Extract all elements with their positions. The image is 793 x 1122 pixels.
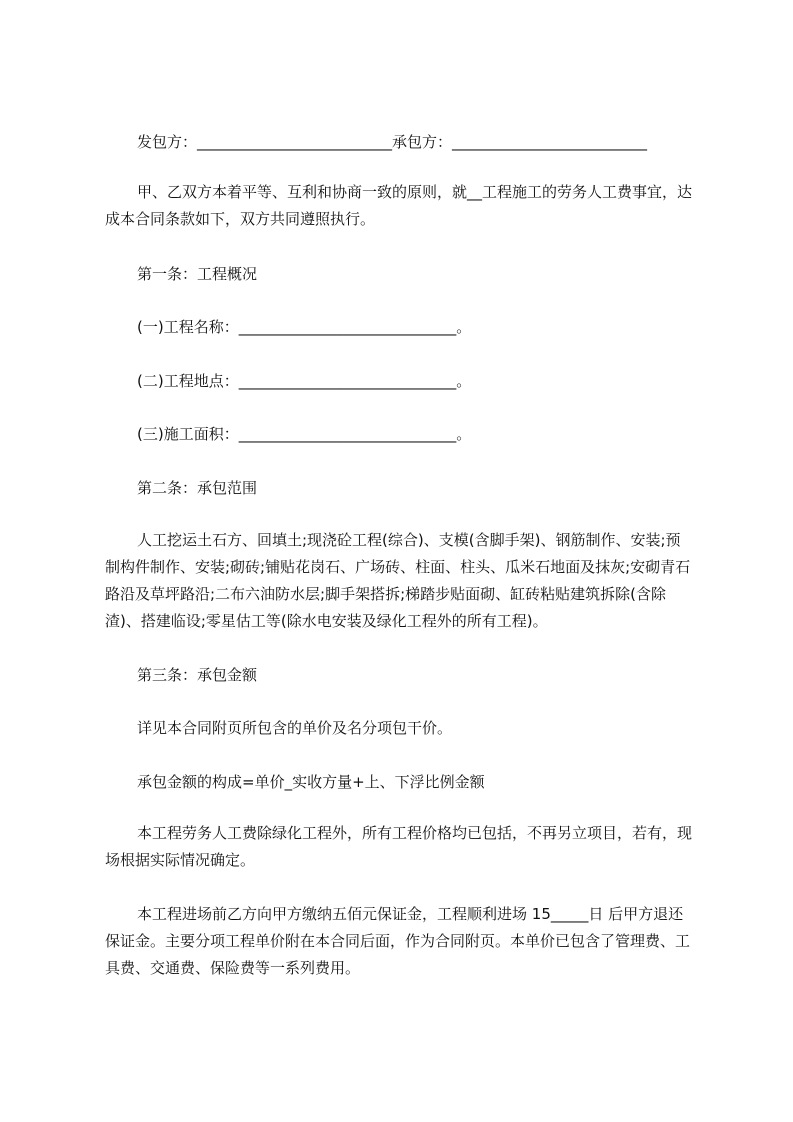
price-formula-line: 承包金额的构成=单价_实收方量+上、下浮比例金额 [137,773,485,791]
labor-cost-paragraph: 本工程劳务人工费除绿化工程外，所有工程价格均已包括，不再另立项目，若有，现场根据实际情况确定。 [105,824,693,869]
parties-line: 发包方：__________________________承包方：__________________________ [137,133,648,151]
article-1-title: 第一条：工程概况 [137,265,258,283]
construction-area-line: (三)施工面积：_____________________________。 [137,425,472,443]
preamble-paragraph: 甲、乙双方本着平等、互利和协商一致的原则，就__工程施工的劳务人工费事宜，达成本合同条款如下，双方共同遵照执行。 [105,183,693,228]
article-3-title: 第三条：承包金额 [137,666,258,684]
project-name-line: (一)工程名称：_____________________________。 [137,318,472,336]
project-location-line: (二)工程地点：_____________________________。 [137,372,472,390]
deposit-paragraph: 本工程进场前乙方向甲方缴纳五佰元保证金，工程顺利进场 15_____日 后甲方退还保证金。主要分项工程单价附在本合同后面，作为合同附页。本单价已包含了管理费、工具费、交通费、保险费等一系列费用。 [105,905,691,977]
scope-paragraph: 人工挖运土石方、回填土;现浇砼工程(综合)、支模(含脚手架)、钢筋制作、安装;预制构件制作、安装;砌砖;铺贴花岗石、广场砖、柱面、柱头、瓜米石地面及抹灰;安砌青石路沿及草坪路沿;二布六油防水层;脚手架搭拆;梯踏步贴面砌、缸砖粘贴建筑拆除(含除渣)、搭建临设;零星估工等(除水电安装及绿化工程外的所有工程)。 [105,531,691,630]
price-detail-line: 详见本合同附页所包含的单价及名分项包干价。 [137,719,453,737]
article-2-title: 第二条：承包范围 [137,479,258,497]
